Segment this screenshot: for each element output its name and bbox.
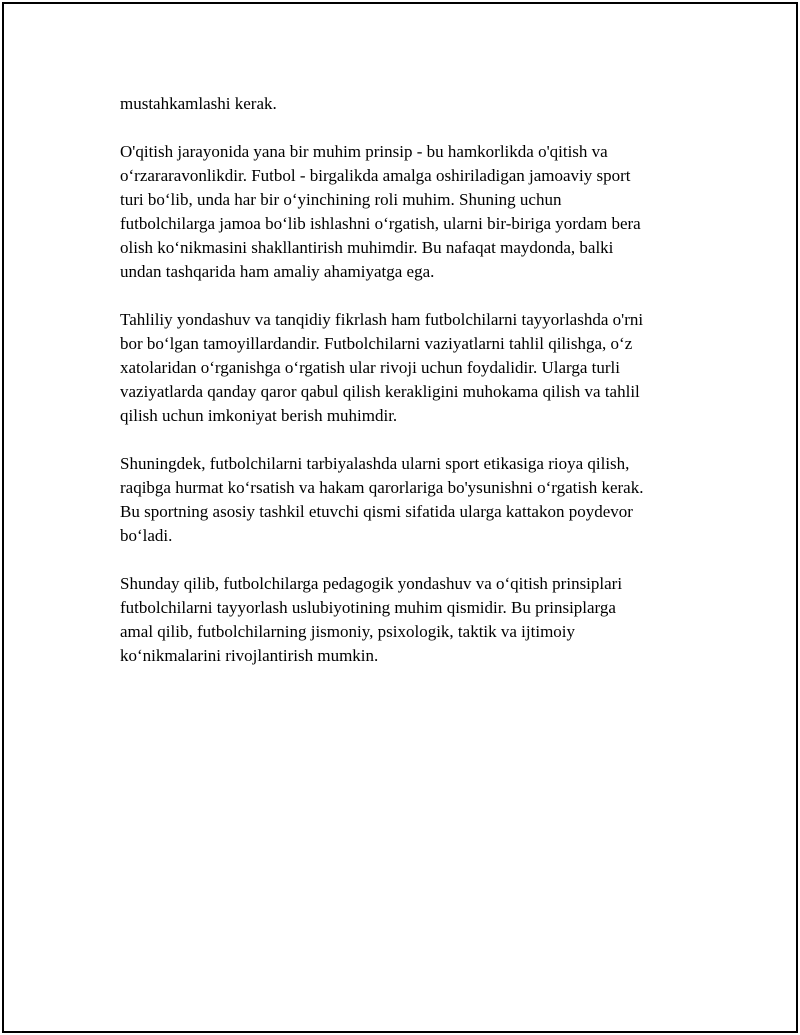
text-line: O'qitish jarayonida yana bir muhim prinsip - bu hamkorlikda o'qitish va xyxy=(120,142,608,161)
text-line: ko‘nikmalarini rivojlantirish mumkin. xyxy=(120,646,379,665)
text-line: qilish uchun imkoniyat berish muhimdir. xyxy=(120,406,398,425)
text-line: bor bo‘lgan tamoyillardandir. Futbolchilarni vaziyatlarni tahlil qilishga, o‘z xyxy=(120,334,633,353)
document-page xyxy=(2,2,798,1033)
text-line: Shuningdek, futbolchilarni tarbiyalashda ularni sport etikasiga rioya qilish, xyxy=(120,454,630,473)
text-line: Tahliliy yondashuv va tanqidiy fikrlash ham futbolchilarni tayyorlashda o'rni xyxy=(120,310,644,329)
text-line: xatolaridan o‘rganishga o‘rgatish ular rivoji uchun foydalidir. Ularga turli xyxy=(120,358,620,377)
text-line: Shunday qilib, futbolchilarga pedagogik yondashuv va o‘qitish prinsiplari xyxy=(120,574,623,593)
text-line: futbolchilarni tayyorlash uslubiyotining muhim qismidir. Bu prinsiplarga xyxy=(120,598,616,617)
text-line: turi bo‘lib, unda har bir o‘yinchining roli muhim. Shuning uchun xyxy=(120,190,562,209)
text-line: futbolchilarga jamoa bo‘lib ishlashni o‘rgatish, ularni bir-biriga yordam bera xyxy=(120,214,641,233)
paragraph-3 xyxy=(120,308,700,428)
paragraph-1 xyxy=(120,92,700,116)
text-line: bo‘ladi. xyxy=(120,526,173,545)
text-line: olish ko‘nikmasini shakllantirish muhimdir. Bu nafaqat maydonda, balki xyxy=(120,238,614,257)
text-line: amal qilib, futbolchilarning jismoniy, psixologik, taktik va ijtimoiy xyxy=(120,622,576,641)
text-line: raqibga hurmat ko‘rsatish va hakam qarorlariga bo'ysunishni o‘rgatish kerak. xyxy=(120,478,644,497)
paragraph-5 xyxy=(120,572,700,668)
paragraph-4 xyxy=(120,452,700,548)
text-line: undan tashqarida ham amaliy ahamiyatga ega. xyxy=(120,262,435,281)
text-line: mustahkamlashi kerak. xyxy=(120,94,277,113)
text-line: o‘rzararavonlikdir. Futbol - birgalikda amalga oshiriladigan jamoaviy sport xyxy=(120,166,631,185)
text-line: vaziyatlarda qanday qaror qabul qilish kerakligini muhokama qilish va tahlil xyxy=(120,382,640,401)
paragraph-2 xyxy=(120,140,700,284)
text-line: Bu sportning asosiy tashkil etuvchi qismi sifatida ularga kattakon poydevor xyxy=(120,502,633,521)
document-body xyxy=(120,92,700,692)
